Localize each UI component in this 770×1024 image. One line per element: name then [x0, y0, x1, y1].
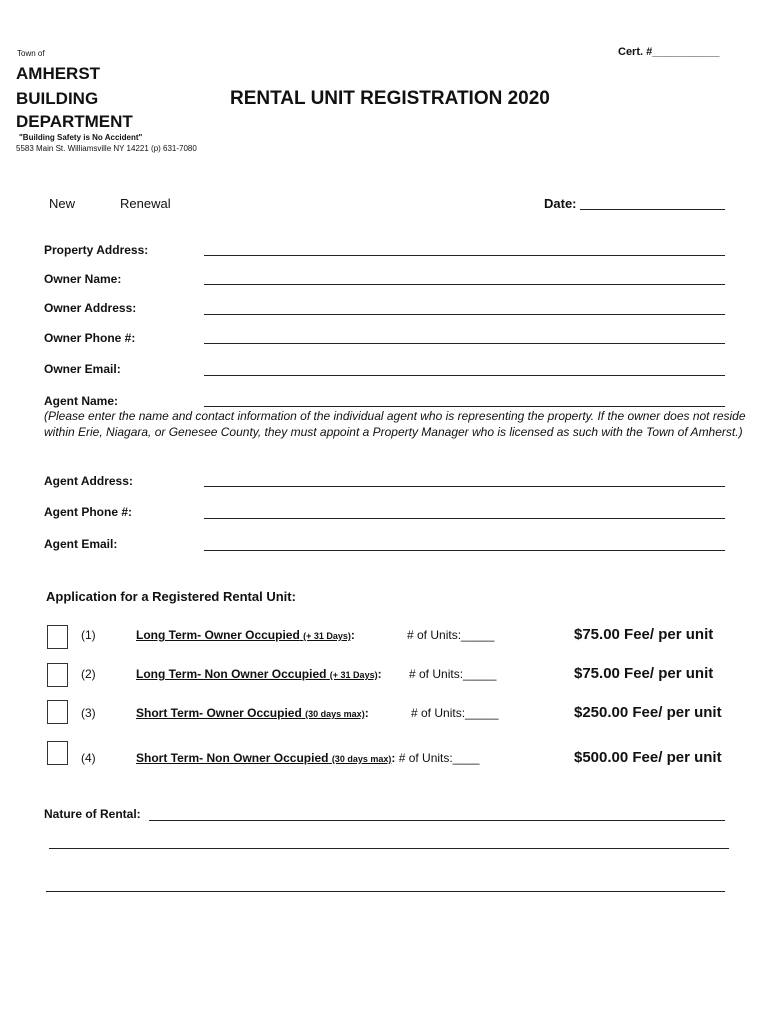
units-field[interactable]: # of Units:_____ [407, 628, 495, 642]
option-title: Short Term- Non Owner Occupied [136, 751, 329, 765]
owner-name-label: Owner Name: [44, 272, 122, 286]
option-title: Long Term- Owner Occupied [136, 628, 300, 642]
option-suffix: : [350, 628, 355, 642]
fee-amount: $500.00 Fee/ per unit [574, 749, 722, 766]
option-qualifier: (+ 31 Days) [303, 631, 351, 641]
application-heading: Application for a Registered Rental Unit: [46, 589, 296, 604]
department-motto: "Building Safety is No Accident" [19, 133, 143, 142]
long-term-non-owner-occupied-checkbox[interactable] [47, 663, 68, 687]
page-title: RENTAL UNIT REGISTRATION 2020 [230, 88, 550, 109]
short-term-non-owner-occupied-checkbox[interactable] [47, 741, 68, 765]
fee-amount: $250.00 Fee/ per unit [574, 704, 722, 721]
option-suffix: : [377, 667, 382, 681]
owner-phone-input-line[interactable] [204, 343, 725, 344]
owner-address-input-line[interactable] [204, 314, 725, 315]
long-term-owner-occupied-checkbox[interactable] [47, 625, 68, 649]
agent-phone-label: Agent Phone #: [44, 505, 133, 519]
agent-name-label: Agent Name: [44, 394, 119, 408]
option-qualifier: (+ 31 Days) [329, 670, 378, 680]
agent-name-input-line[interactable] [204, 406, 725, 407]
option-qualifier: (30 days max) [331, 754, 392, 764]
property-address-label: Property Address: [44, 243, 149, 257]
department-name-line-3: DEPARTMENT [16, 112, 133, 131]
option-description [136, 751, 479, 765]
nature-of-rental-input-line[interactable] [149, 820, 725, 821]
option-suffix: : [364, 706, 369, 720]
agent-address-input-line[interactable] [204, 486, 725, 487]
option-number: (3) [81, 706, 96, 720]
date-input-line[interactable] [580, 209, 725, 210]
department-name-line-2: BUILDING [16, 89, 99, 108]
town-of-label: Town of [17, 49, 45, 58]
cert-number-field[interactable]: Cert. #___________ [618, 46, 720, 58]
units-field[interactable]: # of Units:____ [398, 751, 480, 765]
option-description [136, 628, 355, 642]
option-title: Long Term- Non Owner Occupied [136, 667, 327, 681]
agent-address-label: Agent Address: [44, 474, 133, 488]
owner-phone-label: Owner Phone #: [44, 331, 136, 345]
agent-email-input-line[interactable] [204, 550, 725, 551]
date-label: Date: [544, 196, 577, 211]
department-address: 5583 Main St. Williamsville NY 14221 (p) 631-7080 [16, 144, 197, 153]
owner-email-label: Owner Email: [44, 362, 121, 376]
owner-name-input-line[interactable] [204, 284, 725, 285]
option-title: Short Term- Owner Occupied [136, 706, 302, 720]
new-option[interactable]: New [49, 196, 76, 211]
nature-of-rental-input-line-2[interactable] [49, 848, 729, 849]
owner-email-input-line[interactable] [204, 375, 725, 376]
agent-instructions-note: (Please enter the name and contact information of the individual agent who is representing the property. If the owner does not reside within Erie, Niagara, or Genesee County, they must appoint a Property Manager who is licensed as such with the Town of Amherst.) [44, 409, 746, 439]
agent-email-label: Agent Email: [44, 537, 118, 551]
option-qualifier: (30 days max) [305, 709, 365, 719]
short-term-owner-occupied-checkbox[interactable] [47, 700, 68, 724]
property-address-input-line[interactable] [204, 255, 725, 256]
option-description [136, 667, 382, 681]
units-field[interactable]: # of Units:_____ [411, 706, 499, 720]
option-description [136, 706, 369, 720]
option-number: (2) [81, 667, 96, 681]
agent-phone-input-line[interactable] [204, 518, 725, 519]
renewal-option[interactable]: Renewal [120, 196, 171, 211]
option-suffix: : [391, 751, 396, 765]
fee-amount: $75.00 Fee/ per unit [574, 626, 714, 643]
option-number: (4) [81, 751, 96, 765]
owner-address-label: Owner Address: [44, 301, 137, 315]
units-field[interactable]: # of Units:_____ [409, 667, 497, 681]
nature-of-rental-label: Nature of Rental: [44, 807, 141, 821]
option-number: (1) [81, 628, 96, 642]
nature-of-rental-input-line-3[interactable] [46, 891, 725, 892]
fee-amount: $75.00 Fee/ per unit [574, 665, 714, 682]
department-name-line-1: AMHERST [16, 64, 101, 83]
